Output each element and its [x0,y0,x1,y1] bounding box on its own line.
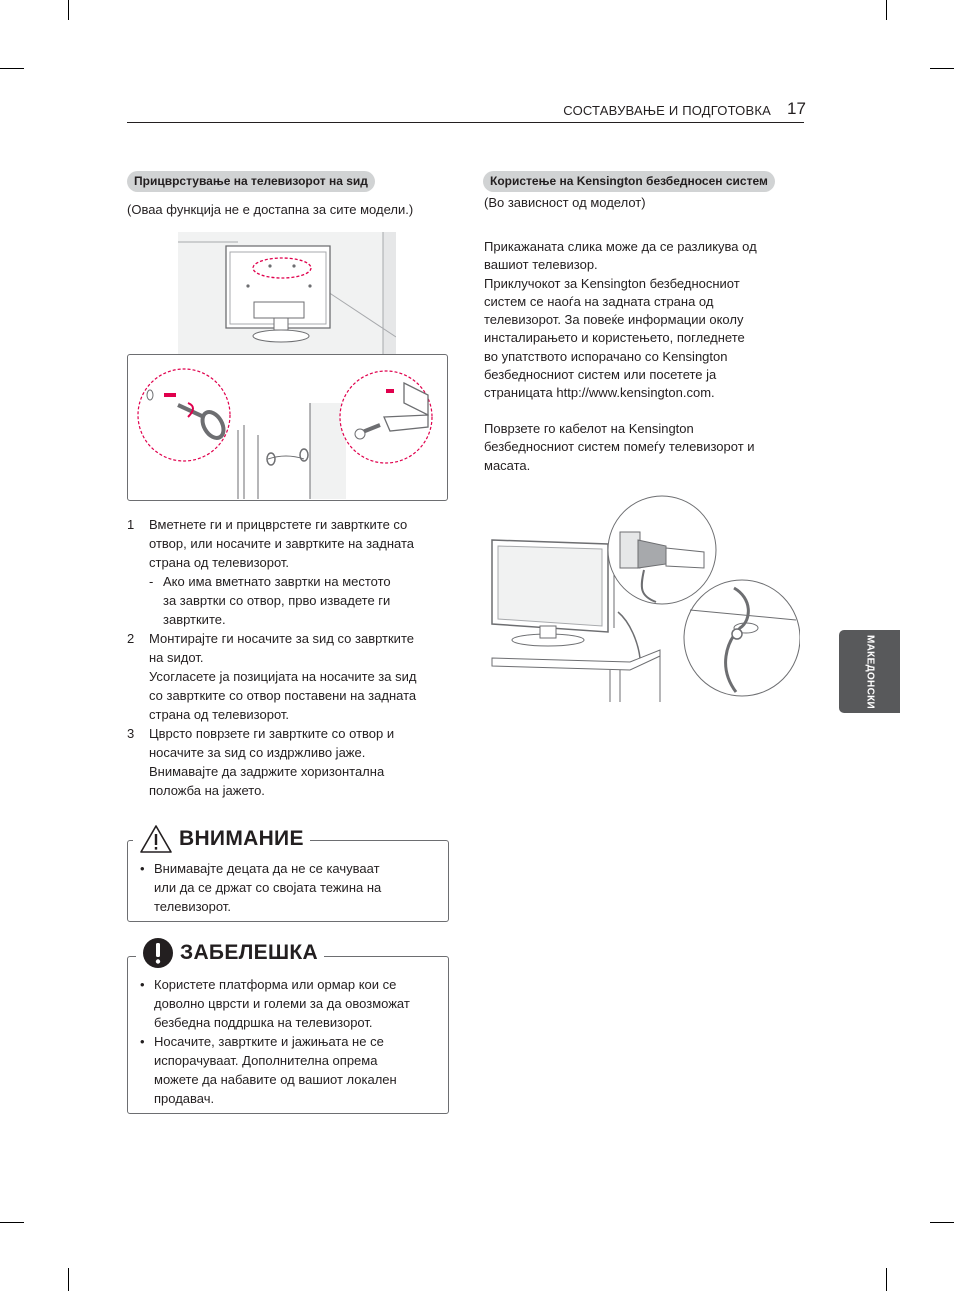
step-line: Вметнете ги и прицврстете ги завртките со [149,517,408,532]
paragraph-line: Прикажаната слика може да се разликува од [484,239,757,254]
caution-line: Внимавајте децата да не се качуваат [154,861,380,876]
eye-bolt-bracket-illustration [128,355,446,499]
note-line: Носачите, завртките и јажињата не се [154,1034,384,1049]
caution-title: ВНИМАНИЕ [179,827,304,850]
crop-mark [930,1222,954,1223]
step-line: со завртките со отвор поставени на задната [149,688,417,703]
crop-mark [68,1268,69,1291]
paragraph-line: вашиот телевизор. [484,257,598,273]
note-title-group [136,932,324,974]
caution-line: или да се држат со својата тежина на [154,880,382,895]
crop-mark [68,0,69,20]
language-tab-label: МАКЕДОНСКИ [864,634,875,709]
tv-back-illustration [178,232,396,354]
crop-mark [886,1268,887,1291]
step-line: положба на јажето. [149,783,265,798]
kensington-model-note: (Во зависност од моделот) [484,195,646,210]
step-line: страна од телевизорот. [149,707,290,722]
step-line: на ѕидот. [149,650,204,665]
wall-mount-availability-note: (Оваа функција не е достапна за сите модели.) [127,202,414,217]
paragraph-line: безбедносниот систем или посетете ја [484,367,717,383]
warning-triangle-icon [139,824,173,854]
language-tab [839,630,900,713]
caution-title-group [133,822,310,856]
kensington-paragraph-1 [484,238,804,403]
paragraph-line: масата. [484,457,531,473]
paragraph-line: Поврзете го кабелот на Kensington [484,421,694,436]
paragraph-line: страницата http://www.kensington.com. [484,385,715,401]
steps-list [127,515,447,805]
kensington-paragraph-2 [484,420,804,475]
note-line: можете да набавите од вашиот локален [154,1072,397,1087]
note-line: доволно цврсти и големи за да овозможат [154,996,410,1011]
page-number: 17 [787,99,806,118]
step-number: 1 [127,517,135,532]
bullet: • [140,977,145,992]
step-line: отвор, или носачите и завртките на задната [149,536,415,551]
section-heading-kensington: Користење на Kensington безбедносен систем [483,171,775,192]
step-line: завртките. [163,612,226,627]
paragraph-line: инсталирањето и користењето, погледнете [484,330,745,346]
header-rule [127,122,804,123]
paragraph-line: Приклучокот за Kensington безбедносниот [484,275,740,291]
bullet: • [140,861,145,876]
bullet: • [140,1034,145,1049]
crop-mark [886,0,887,20]
step-line: Цврсто поврзете ги завртките со отвор и [149,726,395,741]
step-line: Ако има вметнато завртки на местото [163,574,391,589]
step-dash: - [149,574,154,589]
paragraph-line: систем се наоѓа на задната страна од [484,293,714,309]
step-number: 3 [127,726,135,741]
paragraph-line: телевизорот. За повеќе информации околу [484,312,744,328]
step-number: 2 [127,631,135,646]
note-line: испорачуваат. Дополнителна опрема [154,1053,378,1068]
paragraph-line: безбедносниот систем помеѓу телевизорот и [484,439,755,455]
step-line: Монтирајте ги носачите за ѕид со завртките [149,631,414,646]
step-line: за завртки со отвор, прво извадете ги [163,593,391,608]
header-section-title: СОСТАВУВАЊЕ И ПОДГОТОВКА [563,103,771,118]
crop-mark [930,68,954,69]
step-line: носачите за ѕид со издржливо јаже. [149,745,366,760]
note-line: продавач. [154,1091,215,1106]
note-line: Користете платформа или ормар кои се [154,977,397,992]
paragraph-line: во упатството испорачано со Kensington [484,348,728,364]
step-line: Усогласете ја позицијата на носачите за ѕид [149,669,417,684]
section-heading-wall-mount: Прицврстување на телевизорот на ѕид [127,171,375,192]
step-line: страна од телевизорот. [149,555,290,570]
kensington-lock-illustration [490,492,800,704]
caution-line: телевизорот. [154,899,231,914]
note-title: ЗАБЕЛЕШКА [180,941,318,964]
note-line: безбедна поддршка на телевизорот. [154,1015,373,1030]
step-line: Внимавајте да задржите хоризонтална [149,764,385,779]
crop-mark [0,1222,24,1223]
exclamation-circle-icon [142,937,174,969]
crop-mark [0,68,24,69]
